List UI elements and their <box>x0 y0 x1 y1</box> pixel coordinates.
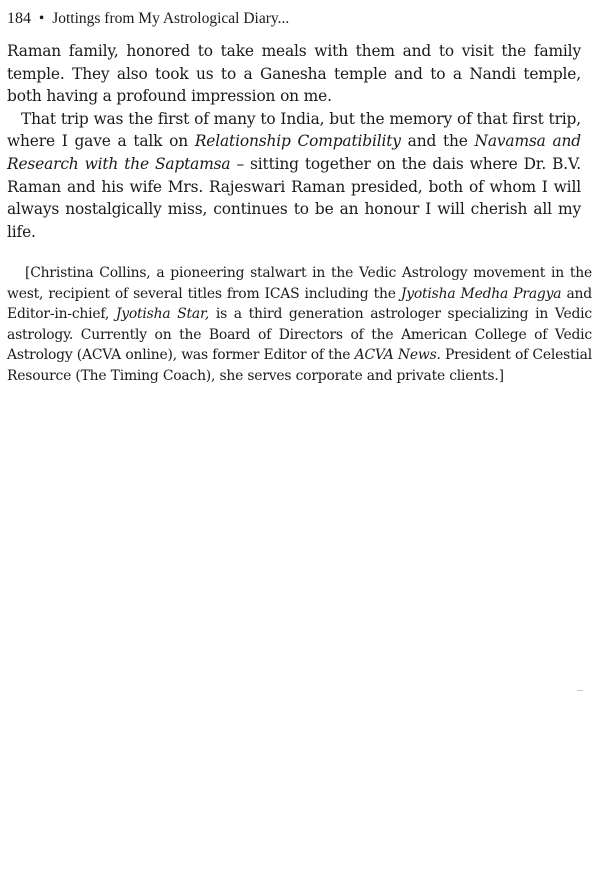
body-text <box>7 40 581 243</box>
author-bio <box>7 263 592 386</box>
paragraph-1: Raman family, honored to take meals with them and to visit the family temple. They also took us to a Ganesha temple and to a Nandi temple, both having a profound impression on me. <box>7 42 581 106</box>
italic-title-text: ACVA News. <box>354 347 441 363</box>
text-run: and the <box>400 132 475 151</box>
text-run: [Christina Collins, a pioneering stalwart in the Vedic Astrology movement in the west, recipient of several titles from ICAS including the <box>7 265 592 302</box>
scan-speck <box>577 690 583 691</box>
author-bio-paragraph <box>7 263 592 386</box>
page-number: 184 <box>7 10 31 27</box>
running-header <box>7 9 289 29</box>
text-run: That trip was the first of many to India, but the memory of that first trip, where I gave a talk on <box>7 109 581 151</box>
text-run: President of Celestial Resource (The Timing Coach), she serves corporate and private clients.] <box>7 347 592 384</box>
text-run: – sitting together on the dais where Dr. B.V. Raman and his wife Mrs. Rajeswari Raman presided, both of whom I will always nostalgically miss, continues to be an honour I will cherish all my life. <box>7 154 582 241</box>
text-run: and Editor-in-chief, <box>7 285 592 322</box>
paragraph-2 <box>7 108 581 244</box>
text-run: is a third generation astrologer specializing in Vedic astrology. Currently on the Board of Directors of the American College of Vedic Astrology (ACVA online), was former Editor of the <box>7 306 592 363</box>
italic-title-text: Jyotisha Star, <box>115 306 210 322</box>
italic-title-text: Relationship Compatibility <box>194 132 401 151</box>
header-separator: • <box>38 10 45 27</box>
italic-title-text: Jyotisha Medha Pragya <box>400 285 562 302</box>
book-title: Jottings from My Astrological Diary... <box>52 10 290 27</box>
italic-title-text: Navamsa and Research with the Saptamsa <box>7 132 581 173</box>
